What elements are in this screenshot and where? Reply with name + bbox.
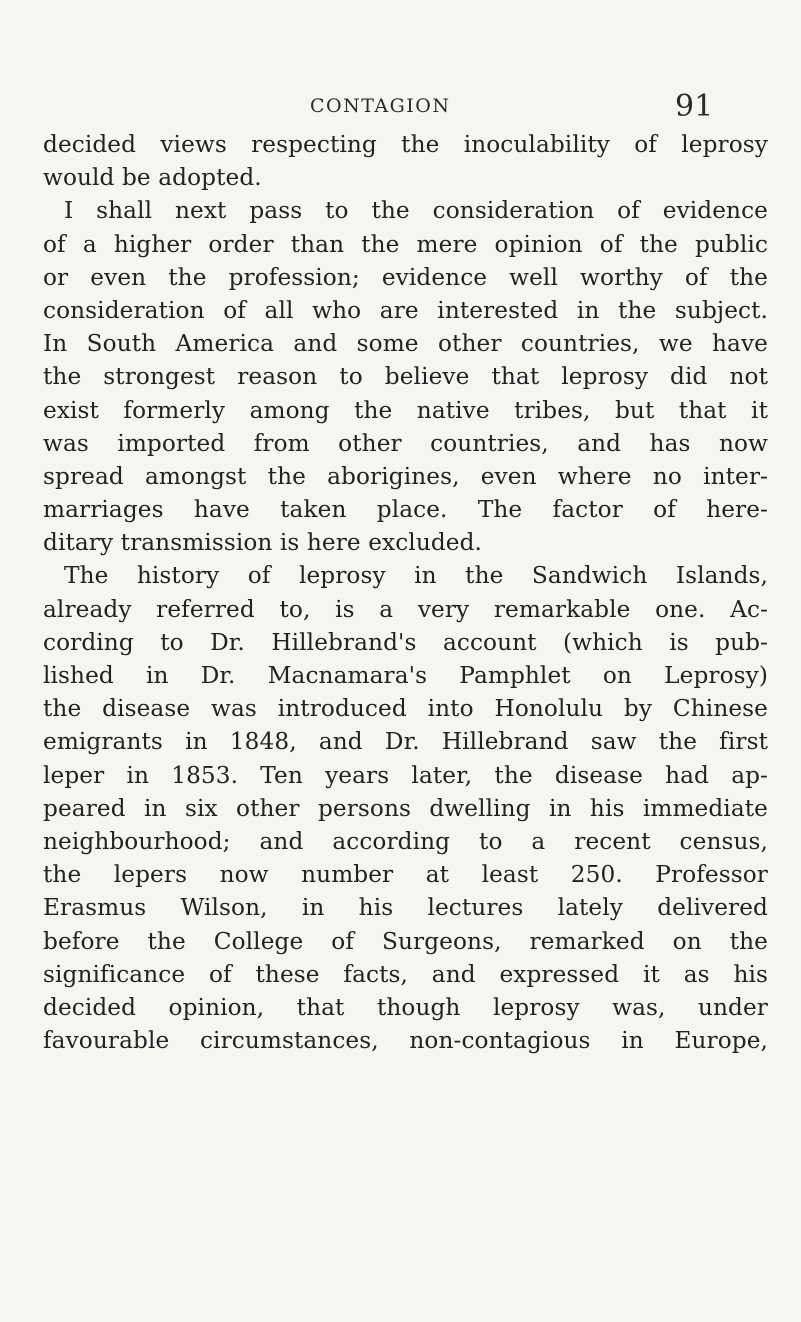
text-line: neighbourhood; and according to a recent census, [43,827,768,855]
text-line: cording to Dr. Hillebrand's account (which is pub- [43,628,768,656]
paragraph-start-line: The history of leprosy in the Sandwich Islands, [64,562,768,590]
text-line: significance of these facts, and expressed it as his [43,960,768,988]
text-line: emigrants in 1848, and Dr. Hillebrand saw the first [43,728,768,756]
body-text [43,128,768,1057]
text-line: exist formerly among the native tribes, but that it [43,396,768,424]
text-line: was imported from other countries, and has now [43,429,768,457]
text-line: Erasmus Wilson, in his lectures lately delivered [43,894,768,922]
running-title: CONTAGION [310,95,451,117]
paragraph-start-line: I shall next pass to the consideration of evidence [64,197,768,225]
text-line: the disease was introduced into Honolulu by Chinese [43,695,768,723]
text-line: decided opinion, that though leprosy was, under [43,993,768,1021]
text-line: the lepers now number at least 250. Professor [43,861,768,889]
text-line: ditary transmission is here excluded. [43,529,483,557]
text-line: spread amongst the aborigines, even where no inter- [43,462,768,490]
text-line: peared in six other persons dwelling in his immediate [43,794,768,822]
text-line: the strongest reason to believe that leprosy did not [43,363,768,391]
running-head [0,89,801,129]
text-line: favourable circumstances, non-contagious in Europe, [43,1027,768,1055]
text-line: already referred to, is a very remarkable one. Ac- [43,595,768,623]
text-line: lished in Dr. Macnamara's Pamphlet on Leprosy) [43,662,768,689]
text-line: consideration of all who are interested in the subject. [43,296,768,324]
text-line: or even the profession; evidence well worthy of the [43,263,768,291]
text-line: In South America and some other countries, we have [43,330,768,358]
text-line: decided views respecting the inoculability of leprosy [43,131,768,158]
text-line: of a higher order than the mere opinion of the public [43,230,768,258]
text-line: marriages have taken place. The factor of here- [43,496,768,524]
text-line: before the College of Surgeons, remarked on the [43,927,768,955]
text-line: would be adopted. [43,164,262,192]
text-line: leper in 1853. Ten years later, the disease had ap- [43,761,768,789]
page-number: 91 [675,89,714,124]
